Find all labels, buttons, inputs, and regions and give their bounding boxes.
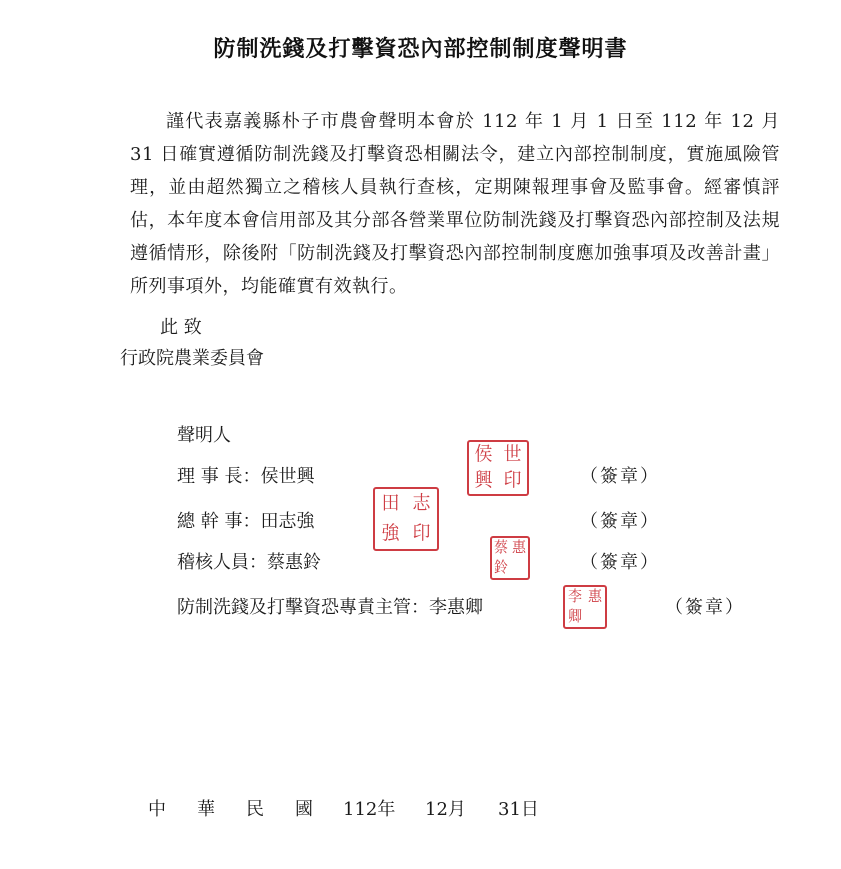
signatory-role: 總 幹 事： <box>177 511 261 532</box>
signatory-role: 理 事 長： <box>177 466 261 487</box>
chairman-seal-stamp: 侯 世 興 印 <box>467 440 529 496</box>
general-manager-seal-stamp: 田 志 強 印 <box>373 487 439 551</box>
signature-note: （簽章） <box>580 466 660 487</box>
date-era-char: 華 <box>197 799 215 820</box>
signatory-chairman <box>177 462 314 488</box>
auditor-seal-stamp: 蔡 惠 鈴 <box>490 536 530 580</box>
date-era-char: 中 <box>148 799 166 820</box>
signatory-role: 稽核人員： <box>177 552 267 573</box>
date-era-char: 民 <box>246 799 264 820</box>
signatory-auditor <box>177 548 321 574</box>
signature-note: （簽章） <box>580 552 660 573</box>
date-year: 112年 <box>343 799 396 820</box>
declarant-label: 聲明人 <box>177 425 231 446</box>
signatory-name: 蔡惠鈴 <box>267 552 321 573</box>
date-era-char: 國 <box>295 799 313 820</box>
declaration-body: 謹代表嘉義縣朴子市農會聲明本會於 112 年 1 月 1 日至 112 年 12 月 31 日確實遵循防制洗錢及打擊資恐相關法令，建立內部控制制度，實施風險管理，並由超然獨立之稽核人員執行查核，定期陳報理事會及監事會。經審慎評估，本年度本會信用部及其分部各營業單位防制洗錢及打擊資恐內部控制及法規遵循情形，除後附「防制洗錢及打擊資恐內部控制制度應加強事項及改善計畫」所列事項外，均能確實有效執行。 <box>130 111 780 297</box>
signatory-name: 李惠卿 <box>429 597 483 618</box>
salutation: 此 致 <box>160 317 202 338</box>
signatory-aml-officer <box>177 593 483 619</box>
aml-officer-seal-stamp: 李 惠 卿 <box>563 585 607 629</box>
signature-note: （簽章） <box>665 597 745 618</box>
signatory-role: 防制洗錢及打擊資恐專責主管： <box>177 597 429 618</box>
signatory-name: 侯世興 <box>260 466 315 487</box>
date-day: 31日 <box>498 799 539 820</box>
signature-note: （簽章） <box>580 511 660 532</box>
signatory-name: 田志強 <box>260 511 315 532</box>
date-month: 12月 <box>425 799 466 820</box>
recipient: 行政院農業委員會 <box>120 348 264 369</box>
signatory-general-manager <box>177 507 314 533</box>
document-title: 防制洗錢及打擊資恐內部控制制度聲明書 <box>213 37 628 62</box>
